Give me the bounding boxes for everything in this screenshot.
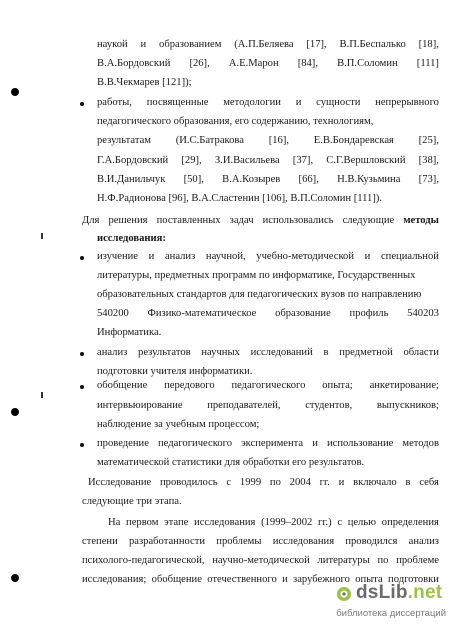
text-line: [97, 437, 439, 450]
word: (1999–2002: [261, 517, 313, 528]
word: В.А.Бордовский: [97, 58, 171, 69]
word: по: [377, 555, 389, 566]
word: изучение: [97, 251, 138, 262]
word: [25],: [418, 135, 439, 146]
word: и: [295, 97, 302, 108]
word: В.И.Данильчук: [97, 174, 166, 185]
word: [17],: [306, 39, 327, 50]
word: методов: [402, 438, 439, 449]
word: исследования: [194, 517, 256, 528]
word: 1999: [239, 477, 262, 488]
word: В.П.Беспалько: [339, 39, 406, 50]
word: Г.А.Бордовский: [97, 155, 169, 166]
text-line: [97, 307, 439, 320]
word: с: [337, 517, 343, 528]
binding-hole-top: [11, 88, 19, 96]
word: С.Г.Вершловский: [326, 155, 406, 166]
word: отечественного: [207, 574, 277, 585]
word: методы: [403, 215, 439, 226]
word: подготовки: [388, 574, 439, 585]
word: [16],: [268, 135, 290, 146]
word: решения: [108, 215, 148, 226]
word: анкетирование;: [369, 380, 439, 391]
word: в: [405, 477, 411, 488]
word: педагогического: [231, 380, 306, 391]
text-line: наблюдение за учебным процессом;: [97, 419, 260, 430]
text-line: [82, 554, 439, 567]
word: степени: [82, 536, 118, 547]
bullet-marker: [80, 385, 84, 389]
word: научной,: [205, 251, 246, 262]
bullet-marker: [80, 102, 84, 106]
scan-mark: [41, 233, 43, 239]
word: зарубежного: [293, 574, 350, 585]
word: (А.П.Беляева: [234, 39, 294, 50]
word: исследований: [250, 347, 313, 358]
text-line: математической статистики для обработки его результатов.: [97, 457, 365, 468]
word: научных: [201, 347, 240, 358]
word: посвященные: [146, 97, 209, 108]
word: поставленных: [156, 215, 221, 226]
word: проводилось: [160, 477, 218, 488]
word: и: [140, 39, 147, 50]
watermark-logo: dsLib.net: [356, 582, 443, 603]
word: В.П.Соломин: [337, 58, 398, 69]
word: Физико-математическое: [147, 308, 257, 319]
word: литературы: [317, 555, 370, 566]
word: разработанности: [128, 536, 206, 547]
word: сущности: [316, 97, 361, 108]
word: предметной: [339, 347, 393, 358]
word: следующие: [342, 215, 395, 226]
word: 540200: [97, 308, 129, 319]
word: [66],: [298, 174, 319, 185]
word: анализ: [164, 251, 196, 262]
word: специальной: [380, 251, 439, 262]
word: анализ: [408, 536, 439, 547]
text-line: [97, 379, 439, 392]
word: с: [226, 477, 232, 488]
text-line: [97, 38, 439, 51]
word: методологии: [223, 97, 281, 108]
word: психолого-педагогической,: [82, 555, 205, 566]
word: [111]: [416, 58, 439, 69]
binding-hole-bottom: [11, 574, 19, 582]
word: Н.В.Кузьмина: [337, 174, 401, 185]
word: учебно-методической: [256, 251, 355, 262]
word: и: [338, 477, 345, 488]
word: Е.В.Бондаревская: [313, 135, 394, 146]
word: [50],: [183, 174, 204, 185]
word: преподавателей,: [207, 400, 281, 411]
text-line: Н.Ф.Радионова [96], В.А.Сластенин [106], В.П.Соломин [111]).: [97, 193, 383, 204]
word: по: [269, 477, 281, 488]
watermark[interactable]: [336, 582, 446, 630]
text-line: [97, 346, 439, 359]
section-heading: исследования:: [97, 233, 166, 244]
word: и: [364, 251, 371, 262]
word: образованием: [159, 39, 222, 50]
text-line: литературы, предметных программ по информатике, Государственных: [97, 270, 416, 281]
text-line: [108, 516, 439, 529]
word: исследования;: [82, 574, 147, 585]
word: Исследование: [88, 477, 152, 488]
text-line: подготовки учителя информатики.: [97, 366, 253, 377]
word: и: [312, 438, 318, 449]
bullet-marker: [80, 256, 84, 260]
word: 2004: [289, 477, 311, 488]
text-line: педагогического образования, его содержанию, технологиям,: [97, 116, 374, 127]
word: целью: [347, 517, 377, 528]
word: педагогического: [158, 438, 232, 449]
word: [38],: [418, 155, 439, 166]
text-line: образовательных стандартов для педагогических вузов по направлению: [97, 289, 422, 300]
text-line: [82, 214, 439, 227]
binding-hole-middle: [11, 408, 19, 416]
word: области: [403, 347, 439, 358]
word: обобщение: [97, 380, 148, 391]
word: задач: [229, 215, 254, 226]
word: и: [282, 574, 288, 585]
text-line: Информатика.: [97, 327, 162, 338]
word: проведение: [97, 438, 149, 449]
text-line: [88, 476, 439, 489]
word: использование: [326, 438, 394, 449]
text-line: [82, 535, 439, 548]
word: использовались: [262, 215, 334, 226]
word: этапе: [164, 517, 189, 528]
word: гг.): [317, 517, 332, 528]
text-line: В.В.Чекмарев [121]);: [97, 77, 192, 88]
word: и: [148, 251, 155, 262]
word: 540203: [407, 308, 439, 319]
word: [37],: [292, 155, 314, 166]
word: А.Е.Марон: [228, 58, 279, 69]
word: интервьюирование: [97, 400, 183, 411]
word: проблемы: [216, 536, 262, 547]
word: наукой: [97, 39, 128, 50]
word: обобщение: [151, 574, 202, 585]
word: [26],: [189, 58, 210, 69]
word: [29],: [181, 155, 202, 166]
text-line: [97, 173, 439, 186]
word: образование: [275, 308, 331, 319]
word: в: [323, 347, 329, 358]
watermark-subtitle: библиотека диссертаций: [336, 608, 446, 619]
word: результатов: [138, 347, 191, 358]
word: З.И.Васильева: [214, 155, 280, 166]
scan-mark: [41, 392, 43, 398]
word: определения: [381, 517, 439, 528]
word: выпускников;: [376, 400, 439, 411]
word: гг.: [319, 477, 330, 488]
word: работы,: [97, 97, 132, 108]
word: опыта;: [322, 380, 353, 391]
word: проблеме: [396, 555, 439, 566]
text-line: [97, 96, 439, 109]
word: [84],: [297, 58, 318, 69]
word: (И.С.Батракова: [175, 135, 244, 146]
text-line: следующие три этапа.: [82, 496, 182, 507]
bullet-marker: [80, 443, 84, 447]
word: научно-методической: [212, 555, 310, 566]
text-line: [97, 57, 439, 70]
word: передового: [164, 380, 215, 391]
word: включало: [353, 477, 397, 488]
word: На: [108, 517, 121, 528]
word: [18],: [418, 39, 439, 50]
word: Для: [82, 215, 100, 226]
word: анализ: [97, 347, 128, 358]
word: непрерывного: [375, 97, 439, 108]
text-line: [97, 399, 439, 412]
text-line: [97, 250, 439, 263]
bullet-marker: [80, 352, 84, 356]
word: эксперимента: [241, 438, 304, 449]
text-line: [97, 134, 439, 147]
word: исследования: [272, 536, 335, 547]
text-line: [97, 154, 439, 167]
word: опыта: [355, 574, 383, 585]
word: студентов,: [305, 400, 353, 411]
word: результатам: [97, 135, 151, 146]
word: себя: [419, 477, 439, 488]
word: первом: [126, 517, 159, 528]
library-logo-icon: [336, 586, 352, 602]
word: [73],: [418, 174, 439, 185]
word: профиль: [349, 308, 389, 319]
word: В.А.Козырев: [222, 174, 281, 185]
word: проводился: [345, 536, 398, 547]
